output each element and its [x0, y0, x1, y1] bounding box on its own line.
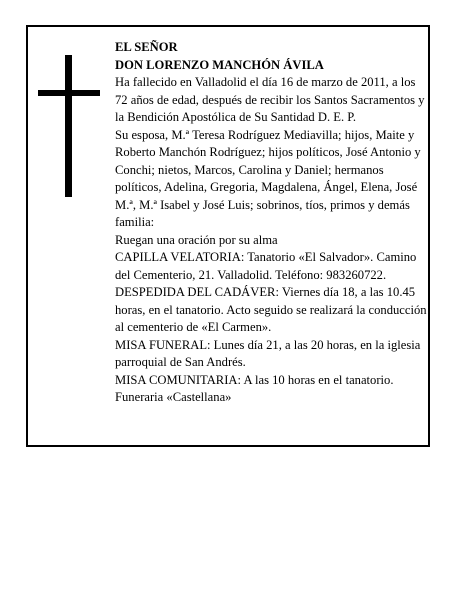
cross-horizontal-bar	[38, 90, 100, 96]
deceased-name: DON LORENZO MANCHÓN ÁVILA	[115, 57, 324, 72]
family-list: Su esposa, M.ª Teresa Rodríguez Mediavilla; hijos, Maite y Roberto Manchón Rodríguez; hijos políticos, José Antonio y Conchi; nietos, Marcos, Carolina y Daniel; hermanos políticos, Adelina, Gregoria, Magdalena, Ángel, Elena, José M.ª, M.ª Isabel y José Luis; sobrinos, tíos, primos y demás familia:	[115, 127, 421, 229]
notice-title: EL SEÑOR	[115, 40, 178, 54]
cross-vertical-bar	[65, 55, 72, 197]
funeral-mass-info: MISA FUNERAL: Lunes día 21, a las 20 horas, en la iglesia parroquial de San Andrés.	[115, 337, 421, 369]
obituary-notice	[26, 25, 430, 447]
farewell-info: DESPEDIDA DEL CADÁVER: Viernes día 18, a las 10.45 horas, en el tanatorio. Acto seguido se realizará la conducción al cementerio de «El Carmen».	[115, 285, 427, 334]
prayer-request: Ruegan una oración por su alma	[115, 232, 278, 247]
community-mass-info: MISA COMUNITARIA: A las 10 horas en el tanatorio.	[115, 372, 394, 387]
notice-text	[115, 39, 427, 407]
death-announcement: Ha fallecido en Valladolid el día 16 de marzo de 2011, a los 72 años de edad, después de recibir los Santos Sacramentos y la Bendición Apostólica de Su Santidad D. E. P.	[115, 75, 425, 124]
wake-chapel-info: CAPILLA VELATORIA: Tanatorio «El Salvador». Camino del Cementerio, 21. Valladolid. Teléfono: 983260722.	[115, 250, 417, 282]
funeral-home: Funeraria «Castellana»	[115, 390, 232, 404]
cross-icon	[38, 55, 100, 197]
